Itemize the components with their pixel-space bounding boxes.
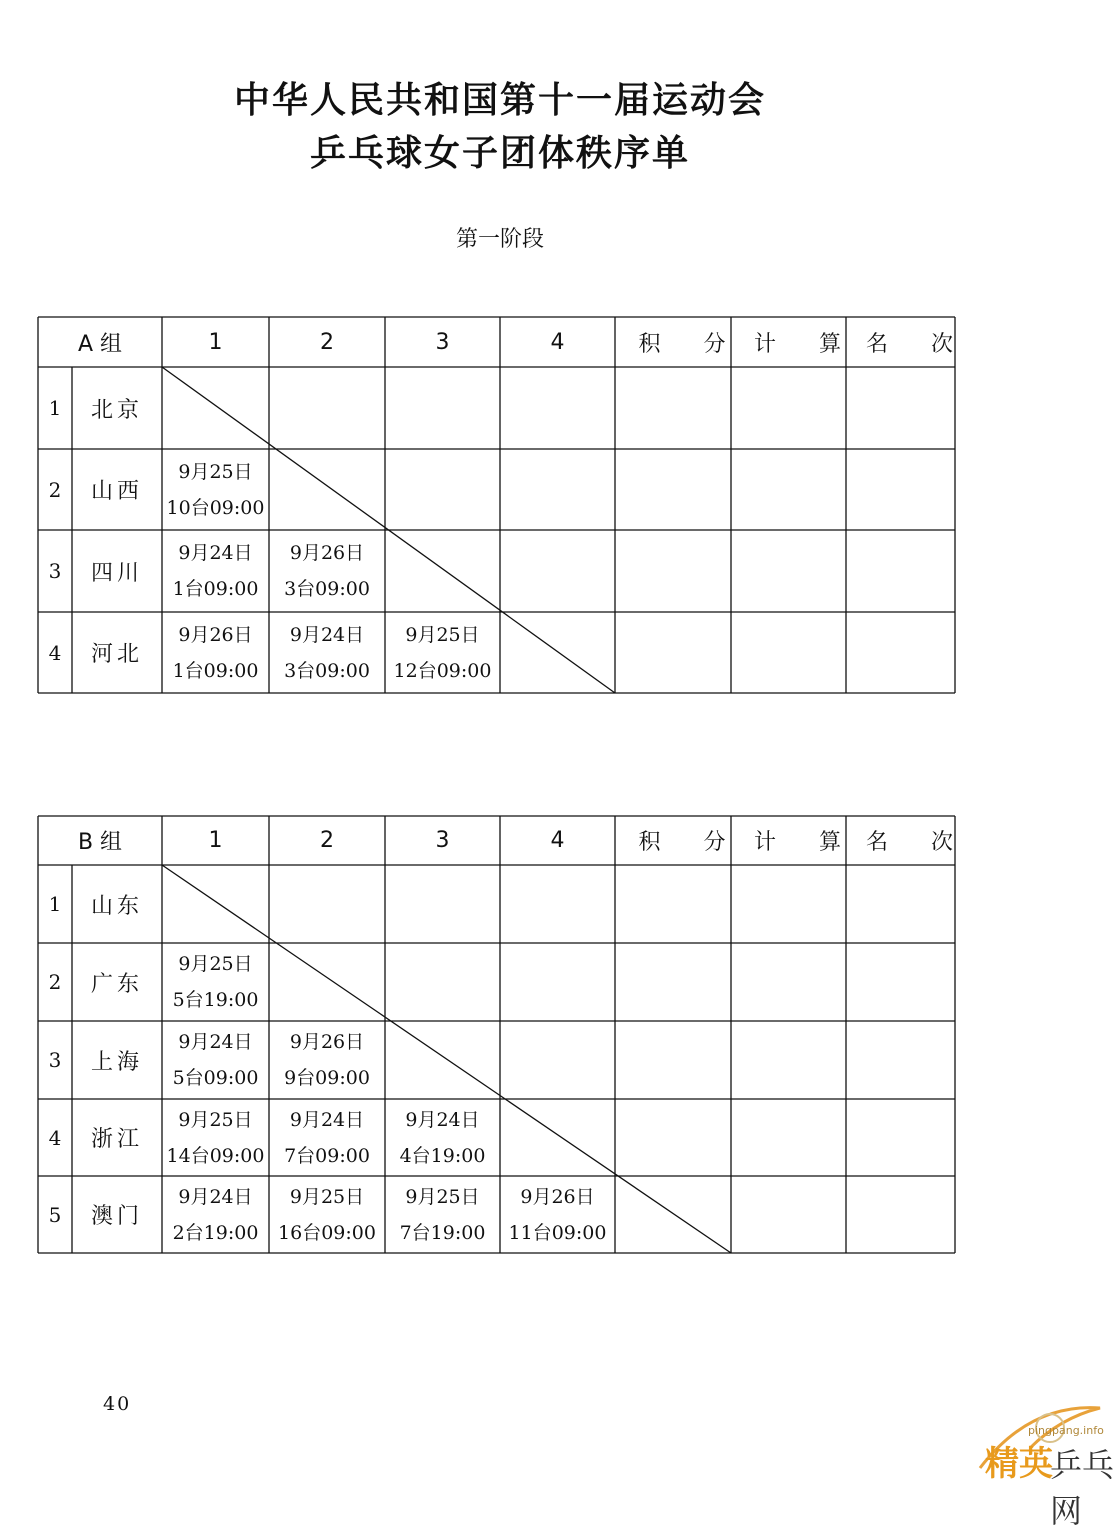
team-name (72, 943, 162, 1021)
match-cell (385, 612, 500, 693)
match-cell (269, 1021, 385, 1099)
column-header (846, 317, 973, 367)
match-table-time: 1台09:00 (172, 578, 259, 600)
watermark-text-site: 乒乓网 (1050, 1446, 1115, 1530)
match-cell (269, 612, 385, 693)
column-header (500, 816, 615, 865)
team-number (38, 1021, 72, 1099)
group-a-table (0, 317, 1000, 695)
match-table-time: 2台19:00 (172, 1221, 259, 1244)
group-label (38, 317, 162, 367)
team-name-text: 山西 (90, 479, 143, 504)
match-date: 9月25日 (405, 623, 480, 646)
team-name (72, 367, 162, 449)
column-header (500, 317, 615, 367)
column-header-text: 3 (435, 828, 450, 853)
team-number-text: 1 (48, 396, 62, 420)
page-number: 40 (103, 1393, 132, 1415)
match-date: 9月25日 (405, 1185, 480, 1208)
column-header (162, 317, 269, 367)
match-table-time: 5台19:00 (172, 989, 259, 1011)
column-header (385, 816, 500, 865)
match-cell (385, 1176, 500, 1253)
team-number-text: 4 (48, 1125, 62, 1150)
column-header-text: 1 (208, 828, 223, 853)
team-number (38, 865, 72, 943)
column-header (162, 816, 269, 865)
match-table-time: 4台19:00 (399, 1144, 486, 1167)
team-name-text: 四川 (90, 560, 143, 586)
group-label (38, 816, 162, 865)
team-number-text: 3 (48, 559, 62, 583)
team-name-text: 广东 (90, 971, 143, 997)
team-number-text: 2 (48, 477, 62, 502)
team-number (38, 943, 72, 1021)
match-date: 9月25日 (178, 953, 253, 975)
column-header-text: 1 (208, 329, 223, 355)
match-table-time: 7台19:00 (399, 1221, 486, 1244)
column-header (731, 317, 864, 367)
match-date: 9月24日 (289, 1108, 365, 1131)
match-table-time: 9台09:00 (284, 1067, 370, 1089)
match-date: 9月24日 (405, 1108, 480, 1131)
match-cell (162, 612, 269, 693)
match-date: 9月24日 (178, 542, 253, 564)
team-name (72, 1099, 162, 1176)
team-number-text: 1 (48, 892, 62, 916)
team-name (72, 449, 162, 530)
column-header (615, 317, 749, 367)
match-table-time: 5台09:00 (172, 1067, 259, 1089)
match-date: 9月24日 (289, 623, 365, 646)
group-b-table (0, 816, 1000, 1255)
team-name (72, 865, 162, 943)
team-number-text: 5 (48, 1202, 62, 1227)
column-header-text: 2 (320, 329, 334, 355)
match-date: 9月26日 (520, 1185, 595, 1208)
column-header-text: 2 (320, 828, 334, 853)
team-number-text: 4 (48, 640, 62, 665)
column-header-text: 名 次 (866, 331, 971, 357)
match-date: 9月26日 (178, 623, 253, 646)
match-date: 9月26日 (289, 542, 365, 564)
column-header-text: 计 算 (754, 331, 859, 357)
match-date: 9月26日 (289, 1031, 365, 1053)
team-name-text: 上海 (90, 1049, 143, 1075)
stage-heading: 第一阶段 (455, 227, 544, 252)
match-date: 9月24日 (178, 1031, 253, 1053)
team-name (72, 1176, 162, 1253)
column-header-text: 积 分 (638, 830, 744, 855)
column-header-text: 3 (435, 329, 450, 355)
team-number (38, 1176, 72, 1253)
team-number-text: 3 (48, 1048, 62, 1072)
match-cell (385, 1099, 500, 1176)
match-cell (162, 449, 269, 530)
column-header-text: 4 (550, 828, 565, 853)
team-name (72, 530, 162, 612)
match-cell (162, 530, 269, 612)
watermark-url: pingpang.info (1028, 1424, 1104, 1437)
match-cell (269, 1176, 385, 1253)
group-label-text: A 组 (77, 331, 123, 357)
column-header (269, 317, 385, 367)
match-cell (269, 1099, 385, 1176)
team-name-text: 澳门 (90, 1204, 143, 1229)
match-cell (162, 1176, 269, 1253)
column-header (615, 816, 749, 865)
match-table-time: 16台09:00 (278, 1221, 376, 1244)
match-table-time: 11台09:00 (508, 1221, 607, 1244)
match-table-time: 3台09:00 (284, 578, 370, 600)
team-number (38, 612, 72, 693)
match-table-time: 12台09:00 (393, 659, 492, 682)
match-table-time: 10台09:00 (166, 496, 265, 519)
team-name-text: 山东 (90, 893, 143, 919)
team-name-text: 河北 (90, 642, 143, 667)
column-header-text: 4 (550, 329, 565, 355)
team-name-text: 浙江 (90, 1127, 143, 1152)
column-header (846, 816, 973, 865)
column-header (731, 816, 864, 865)
match-date: 9月24日 (178, 1185, 253, 1208)
match-cell (269, 530, 385, 612)
match-date: 9月25日 (289, 1185, 365, 1208)
match-date: 9月25日 (178, 1108, 253, 1131)
team-name (72, 612, 162, 693)
team-number (38, 1099, 72, 1176)
team-number (38, 449, 72, 530)
column-header-text: 计 算 (754, 830, 859, 855)
match-table-time: 1台09:00 (172, 659, 259, 682)
match-cell (500, 1176, 615, 1253)
team-number (38, 530, 72, 612)
team-number-text: 2 (48, 970, 62, 994)
column-header-text: 名 次 (866, 830, 971, 855)
document-title: 中华人民共和国第十一届运动会 (233, 79, 766, 121)
document-subtitle: 乒乓球女子团体秩序单 (309, 132, 690, 174)
match-cell (162, 943, 269, 1021)
team-name-text: 北京 (90, 397, 143, 423)
watermark-text-brand: 精英 (985, 1444, 1053, 1484)
column-header (385, 317, 500, 367)
match-table-time: 7台09:00 (284, 1144, 370, 1167)
match-cell (162, 1099, 269, 1176)
team-number (38, 367, 72, 449)
column-header (269, 816, 385, 865)
team-name (72, 1021, 162, 1099)
match-table-time: 14台09:00 (166, 1144, 265, 1167)
match-table-time: 3台09:00 (284, 659, 370, 682)
column-header-text: 积 分 (638, 331, 744, 357)
group-label-text: B 组 (77, 830, 123, 855)
match-cell (162, 1021, 269, 1099)
match-date: 9月25日 (178, 460, 253, 483)
